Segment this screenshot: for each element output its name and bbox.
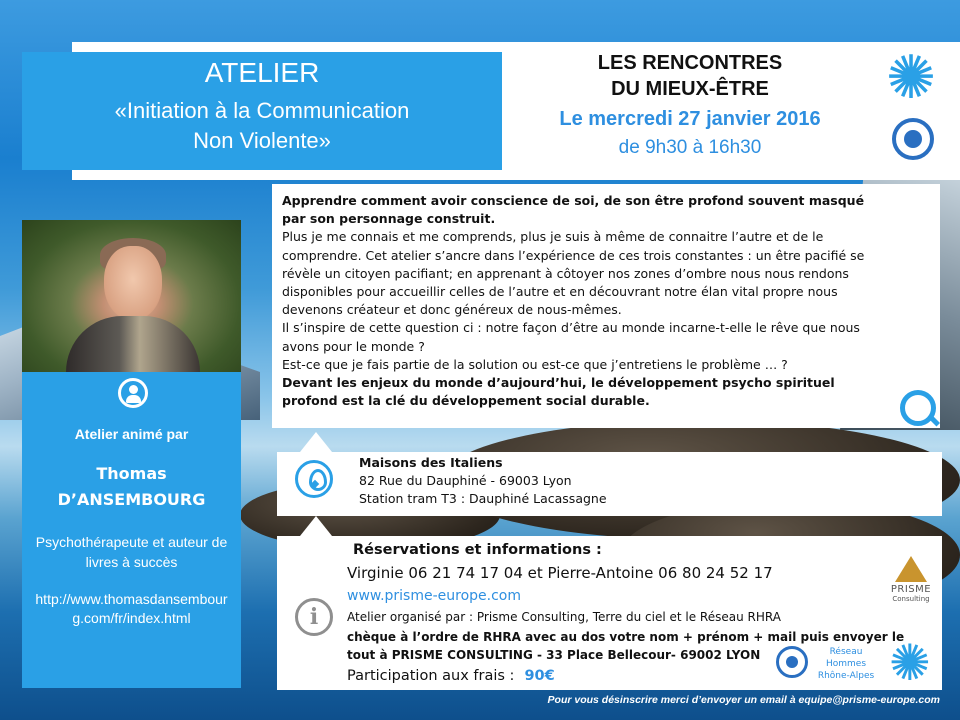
snowflake-star-icon: ✺ [889, 634, 931, 692]
presenter-first-name: Thomas [96, 464, 167, 483]
rhra-line: Rhône-Alpes [817, 671, 875, 681]
location-pin-icon [295, 460, 333, 498]
description-conclusion: Devant les enjeux du monde d’aujourd’hui, le développement psycho spirituel profond est la clé du développement social durable. [282, 375, 835, 409]
description-paragraph: Il s’inspire de cette question ci : notre façon d’être au monde incarne-t-elle le rêve que nous avons pour le monde ? [282, 320, 860, 354]
workshop-title-box [22, 52, 502, 170]
prisme-name: PRISME [890, 584, 932, 595]
venue-name: Maisons des Italiens [359, 455, 503, 470]
presenter-photo [22, 220, 241, 372]
prisme-triangle-icon [895, 556, 927, 582]
workshop-label: ATELIER [204, 57, 320, 88]
location-box [277, 452, 942, 516]
event-time: de 9h30 à 16h30 [618, 137, 762, 158]
event-series-line: LES RENCONTRES [597, 52, 783, 74]
presenter-last-name: D’ANSEMBOURG [57, 490, 206, 509]
website-link[interactable]: www.prisme-europe.com [347, 588, 521, 604]
presenter-role: Psychothérapeute et auteur de livres à succès [35, 534, 228, 570]
presenter-label: Atelier animé par [74, 426, 189, 442]
user-icon [118, 378, 148, 408]
unsubscribe-footer: Pour vous désinscrire merci d’envoyer un email à equipe@prisme-europe.com [547, 694, 940, 706]
fee-price: 90€ [524, 668, 555, 684]
description-box [272, 184, 940, 428]
event-date: Le mercredi 27 janvier 2016 [559, 108, 821, 130]
fee-label: Participation aux frais : [347, 668, 515, 684]
event-info [520, 50, 860, 162]
description-paragraph: Est-ce que je fais partie de la solution ou est-ce que j’entretiens le problème … ? [282, 356, 788, 372]
rhra-line: Réseau [829, 647, 863, 657]
search-icon [900, 390, 936, 426]
event-series-line: DU MIEUX-ÊTRE [611, 78, 769, 100]
rhra-logo-icon [776, 646, 808, 678]
workshop-title-line: Non Violente» [193, 128, 331, 153]
callout-pointer [300, 432, 332, 452]
description-intro: Apprendre comment avoir conscience de soi, de son être profond souvent masqué par son personnage construit. [282, 193, 865, 227]
organizer-text: Atelier organisé par : Prisme Consulting, Terre du ciel et le Réseau RHRA [347, 610, 781, 624]
payment-instructions: chèque à l’ordre de RHRA avec au dos votre nom + prénom + mail puis envoyer le tout à PRISME CONSULTING - 33 Place Bellecour- 69002 LYON [347, 630, 905, 662]
prisme-subtitle: Consulting [892, 595, 930, 603]
info-icon: i [295, 598, 333, 636]
callout-pointer [300, 516, 332, 536]
rhra-line: Hommes [825, 659, 867, 669]
description-paragraph: Plus je me connais et me comprends, plus je suis à même de connaitre l’autre et de le comprendre. Cet atelier s’ancre dans l’expérience de ces trois constantes : un être pacifié se révèle un citoyen pacifiant; en apprenant à côtoyer nos zones d’ombre nous nous rendons disponibles pour accueillir celles de l’autre et en découvrant notre élan vital propre nous devenons créateur et donc généreux de nous-mêmes. [282, 229, 865, 318]
reservation-title: Réservations et informations : [353, 542, 602, 558]
reservation-phones: Virginie 06 21 74 17 04 et Pierre-Antoine 06 80 24 52 17 [347, 564, 773, 582]
rhra-logo-icon [892, 118, 934, 160]
prisme-logo [886, 556, 936, 603]
presenter-website-link[interactable]: http://www.thomasdansembourg.com/fr/index.html [35, 591, 228, 626]
presenter-panel [22, 220, 241, 688]
fee-line [347, 668, 555, 684]
workshop-title-line: «Initiation à la Communication [114, 98, 410, 123]
rhra-logo-text [816, 646, 876, 682]
snowflake-star-icon: ✺ [885, 43, 937, 113]
venue-address: 82 Rue du Dauphiné - 69003 Lyon [359, 473, 572, 488]
venue-transport: Station tram T3 : Dauphiné Lacassagne [359, 491, 607, 506]
